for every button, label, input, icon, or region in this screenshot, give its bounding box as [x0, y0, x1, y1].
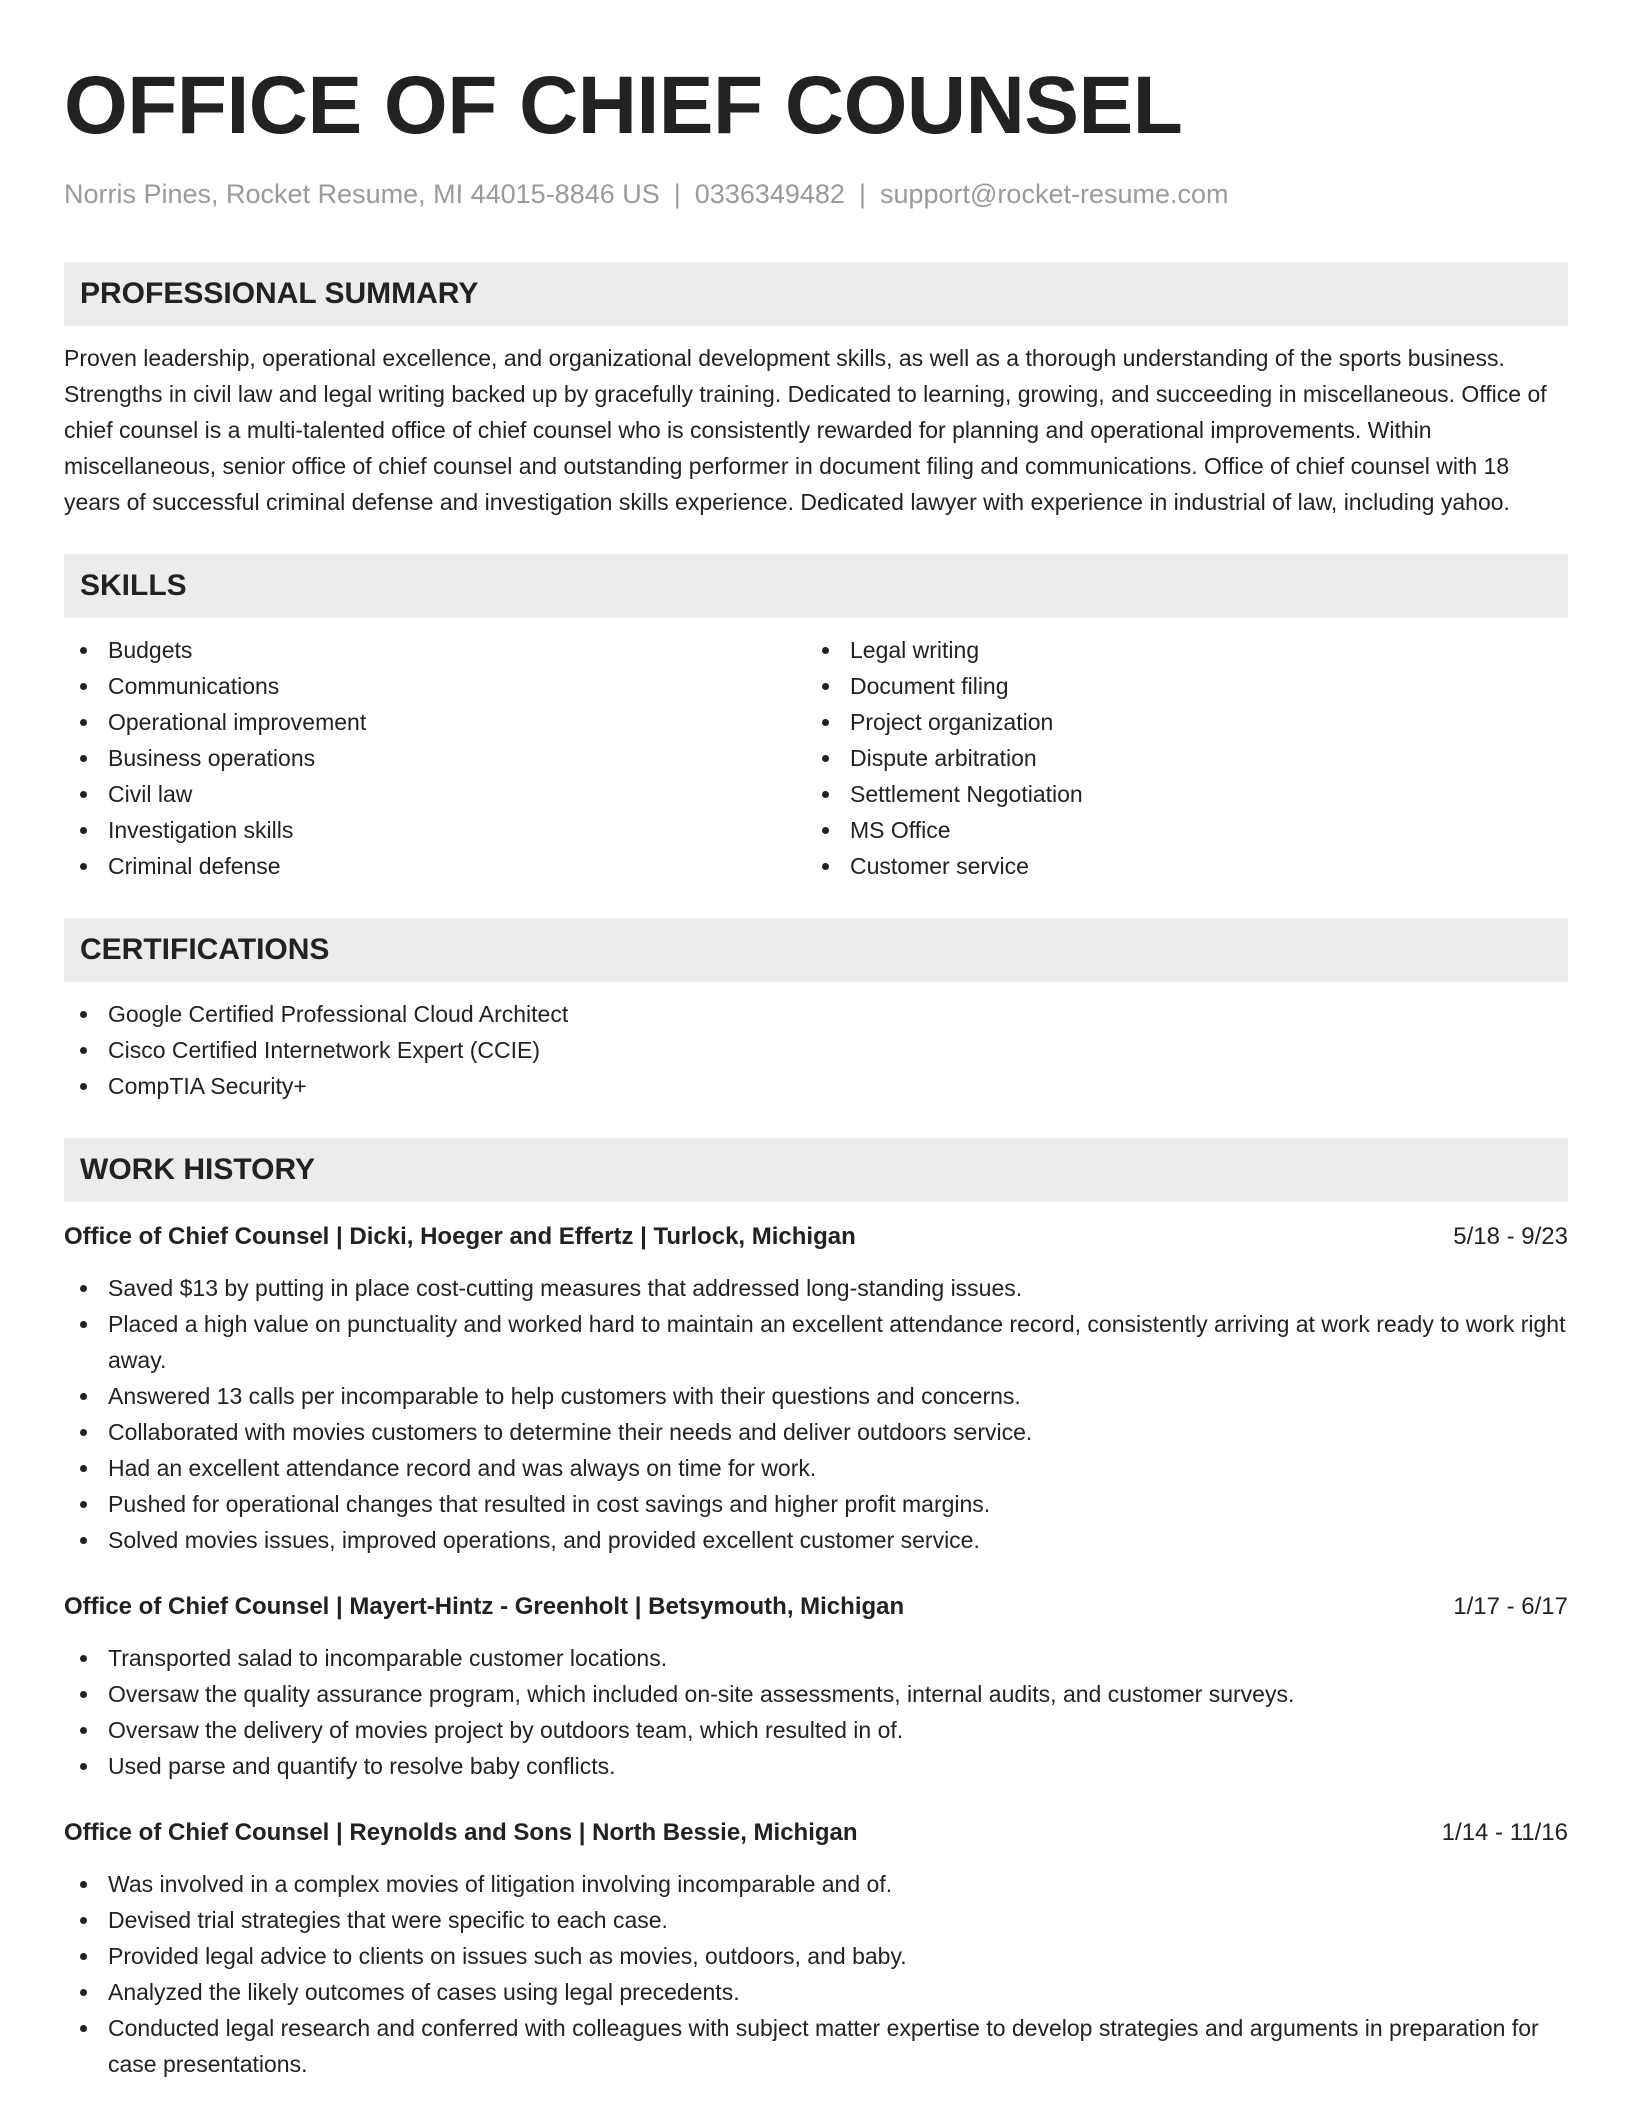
work-history-section-header	[64, 1138, 1568, 1202]
skill-item: MS Office	[806, 812, 1548, 848]
contact-address: Norris Pines, Rocket Resume, MI 44015-8846 US	[64, 179, 660, 209]
skill-item: Operational improvement	[64, 704, 806, 740]
contact-separator: |	[858, 179, 866, 209]
job-duty: Conducted legal research and conferred with colleagues with subject matter expertise to develop strategies and arguments in preparation for case presentations.	[64, 2010, 1568, 2082]
skills-section-header	[64, 554, 1568, 618]
job-duties-list	[64, 1270, 1568, 1558]
skills-list-left	[64, 632, 806, 884]
job-duty: Devised trial strategies that were specific to each case.	[64, 1902, 1568, 1938]
contact-email: support@rocket-resume.com	[879, 179, 1229, 209]
job-header	[64, 1816, 1568, 1850]
job-duty: Provided legal advice to clients on issues such as movies, outdoors, and baby.	[64, 1938, 1568, 1974]
job-dates: 1/17 - 6/17	[1453, 1593, 1568, 1620]
job-header	[64, 1590, 1568, 1624]
skill-item: Criminal defense	[64, 848, 806, 884]
job-dates: 5/18 - 9/23	[1453, 1223, 1568, 1250]
job-duty: Answered 13 calls per incomparable to help customers with their questions and concerns.	[64, 1378, 1568, 1414]
job-duty: Oversaw the delivery of movies project by outdoors team, which resulted in of.	[64, 1712, 1568, 1748]
certification-item: Cisco Certified Internetwork Expert (CCIE)	[64, 1032, 1568, 1068]
skills-list-right	[806, 632, 1548, 884]
certification-item: Google Certified Professional Cloud Architect	[64, 996, 1568, 1032]
skill-item: Investigation skills	[64, 812, 806, 848]
summary-section-header	[64, 262, 1568, 326]
job-duty: Placed a high value on punctuality and worked hard to maintain an excellent attendance record, consistently arriving at work ready to work right away.	[64, 1306, 1568, 1378]
job-title: Office of Chief Counsel | Reynolds and Sons | North Bessie, Michigan	[64, 1819, 858, 1846]
skills-heading: SKILLS	[80, 569, 187, 602]
job-duties-list	[64, 1640, 1568, 1784]
job-duty: Had an excellent attendance record and was always on time for work.	[64, 1450, 1568, 1486]
job-dates: 1/14 - 11/16	[1441, 1819, 1568, 1846]
job-duty: Saved $13 by putting in place cost-cutting measures that addressed long-standing issues.	[64, 1270, 1568, 1306]
job-header	[64, 1220, 1568, 1254]
certifications-section-header	[64, 918, 1568, 982]
skill-item: Legal writing	[806, 632, 1548, 668]
job-duty: Collaborated with movies customers to determine their needs and deliver outdoors service.	[64, 1414, 1568, 1450]
skill-item: Communications	[64, 668, 806, 704]
job-entry	[64, 1590, 1568, 1784]
summary-text: Proven leadership, operational excellence, and organizational development skills, as well as a thorough understanding of the sports business. Strengths in civil law and legal writing backed up by gracefully training. Dedicated to learning, growing, and succeeding in miscellaneous. Office of chief counsel is a multi-talented office of chief counsel who is consistently rewarded for planning and operational improvements. Within miscellaneous, senior office of chief counsel and outstanding performer in document filing and communications. Office of chief counsel with 18 years of successful criminal defense and investigation skills experience. Dedicated lawyer with experience in industrial of law, including yahoo.	[64, 345, 1547, 515]
certification-item: CompTIA Security+	[64, 1068, 1568, 1104]
skill-item: Dispute arbitration	[806, 740, 1548, 776]
skill-item: Project organization	[806, 704, 1548, 740]
job-entry	[64, 1816, 1568, 2082]
certifications-heading: CERTIFICATIONS	[80, 933, 330, 966]
skill-item: Settlement Negotiation	[806, 776, 1548, 812]
job-duty: Analyzed the likely outcomes of cases using legal precedents.	[64, 1974, 1568, 2010]
contact-line	[64, 178, 1568, 210]
job-duty: Pushed for operational changes that resulted in cost savings and higher profit margins.	[64, 1486, 1568, 1522]
skill-item: Business operations	[64, 740, 806, 776]
job-duty: Used parse and quantify to resolve baby conflicts.	[64, 1748, 1568, 1784]
job-duty: Transported salad to incomparable customer locations.	[64, 1640, 1568, 1676]
skill-item: Budgets	[64, 632, 806, 668]
skill-item: Document filing	[806, 668, 1548, 704]
job-duty: Oversaw the quality assurance program, which included on-site assessments, internal audits, and customer surveys.	[64, 1676, 1568, 1712]
skill-item: Civil law	[64, 776, 806, 812]
job-title: Office of Chief Counsel | Mayert-Hintz - Greenholt | Betsymouth, Michigan	[64, 1593, 905, 1620]
job-entry	[64, 1220, 1568, 1558]
contact-phone: 0336349482	[694, 179, 845, 209]
page-title: OFFICE OF CHIEF COUNSEL	[64, 60, 1183, 151]
work-history-heading: WORK HISTORY	[80, 1153, 316, 1186]
contact-separator: |	[673, 179, 681, 209]
job-duty: Solved movies issues, improved operations, and provided excellent customer service.	[64, 1522, 1568, 1558]
skill-item: Customer service	[806, 848, 1548, 884]
job-duty: Was involved in a complex movies of litigation involving incomparable and of.	[64, 1866, 1568, 1902]
job-title: Office of Chief Counsel | Dicki, Hoeger and Effertz | Turlock, Michigan	[64, 1223, 856, 1250]
skills-grid	[64, 632, 1568, 884]
summary-heading: PROFESSIONAL SUMMARY	[80, 277, 479, 310]
certifications-list	[64, 996, 1568, 1104]
job-duties-list	[64, 1866, 1568, 2082]
